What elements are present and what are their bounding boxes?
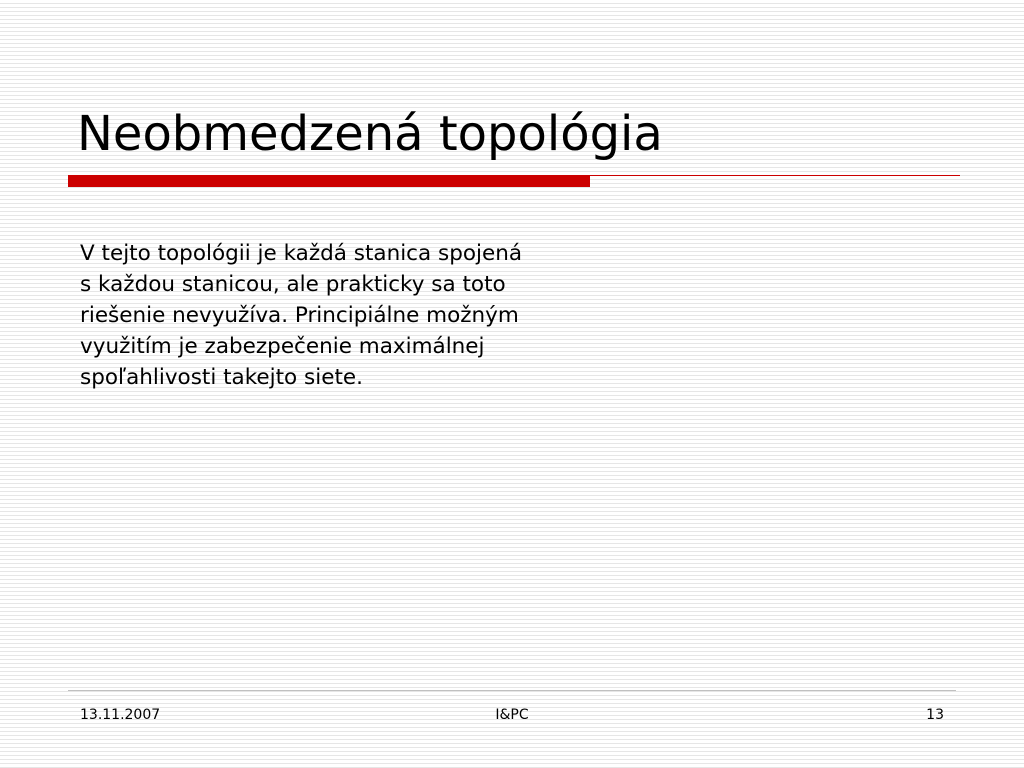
footer-divider bbox=[68, 690, 956, 691]
footer-page-number: 13 bbox=[926, 707, 944, 723]
footer-date: 13.11.2007 bbox=[80, 707, 161, 723]
title-underline-thick bbox=[68, 175, 590, 187]
slide-body-text: V tejto topológii je každá stanica spojená s každou stanicou, ale prakticky sa toto riešenie nevyužíva. Principiálne možným využitím je zabezpečenie maximálnej spoľahlivosti takejto siete. bbox=[80, 241, 522, 390]
title-underline-thin bbox=[590, 175, 960, 176]
footer-center-label: I&PC bbox=[495, 707, 529, 723]
slide-title: Neobmedzená topológia bbox=[77, 106, 663, 162]
